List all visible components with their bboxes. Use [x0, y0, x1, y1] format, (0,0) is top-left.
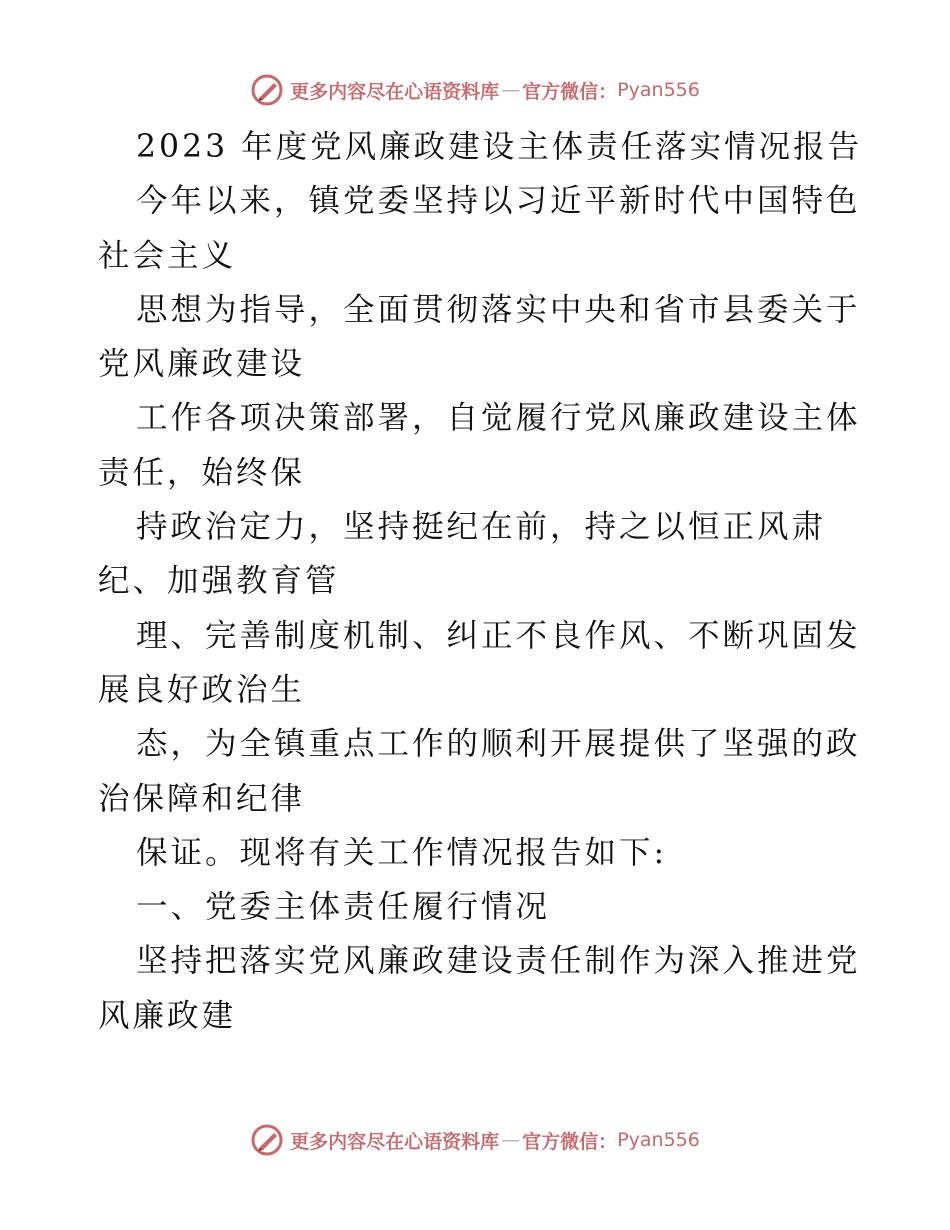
text-line: 态，为全镇重点工作的顺利开展提供了坚强的政 — [136, 726, 861, 763]
watermark-separator: — — [501, 1129, 521, 1151]
text-line: 今年以来，镇党委坚持以习近平新时代中国特色 — [136, 183, 861, 220]
document-body — [98, 120, 863, 1043]
text-line: 持政治定力，坚持挺纪在前，持之以恒正风肃 — [136, 509, 827, 546]
text-line: 社会主义 — [98, 237, 237, 274]
text-line: 风廉政建 — [98, 997, 237, 1034]
watermark-suffix: 官方微信： — [522, 1130, 618, 1153]
text-line: 责任，始终保 — [98, 454, 306, 491]
footer-watermark — [0, 1120, 950, 1160]
text-line: 党风廉政建设 — [98, 346, 306, 383]
text-line: 坚持把落实党风廉政建设责任制作为深入推进党 — [136, 943, 861, 980]
pen-logo-icon — [250, 73, 284, 107]
text-line: 一、党委主体责任履行情况 — [136, 889, 551, 926]
text-line: 治保障和纪律 — [98, 780, 306, 817]
text-line: 2023 年度党风廉政建设主体责任落实情况报告 — [136, 129, 863, 165]
text-line: 展良好政治生 — [98, 671, 306, 708]
text-line: 理、完善制度机制、纠正不良作风、不断巩固发 — [136, 617, 861, 654]
watermark-brand: Pyan556 — [617, 79, 700, 101]
watermark-brand: Pyan556 — [617, 1129, 700, 1151]
watermark-text: 更多内容尽在心语资料库 — [290, 80, 500, 103]
watermark-separator: — — [501, 79, 521, 101]
watermark-text: 更多内容尽在心语资料库 — [290, 1130, 500, 1153]
text-line: 思想为指导，全面贯彻落实中央和省市县委关于 — [136, 291, 861, 328]
pen-logo-icon — [250, 1123, 284, 1157]
text-line: 纪、加强教育管 — [98, 563, 340, 600]
text-line: 工作各项决策部署，自觉履行党风廉政建设主体 — [136, 400, 861, 437]
header-watermark — [0, 70, 950, 110]
watermark-suffix: 官方微信： — [522, 80, 618, 103]
text-line: 保证。现将有关工作情况报告如下: — [136, 834, 668, 871]
